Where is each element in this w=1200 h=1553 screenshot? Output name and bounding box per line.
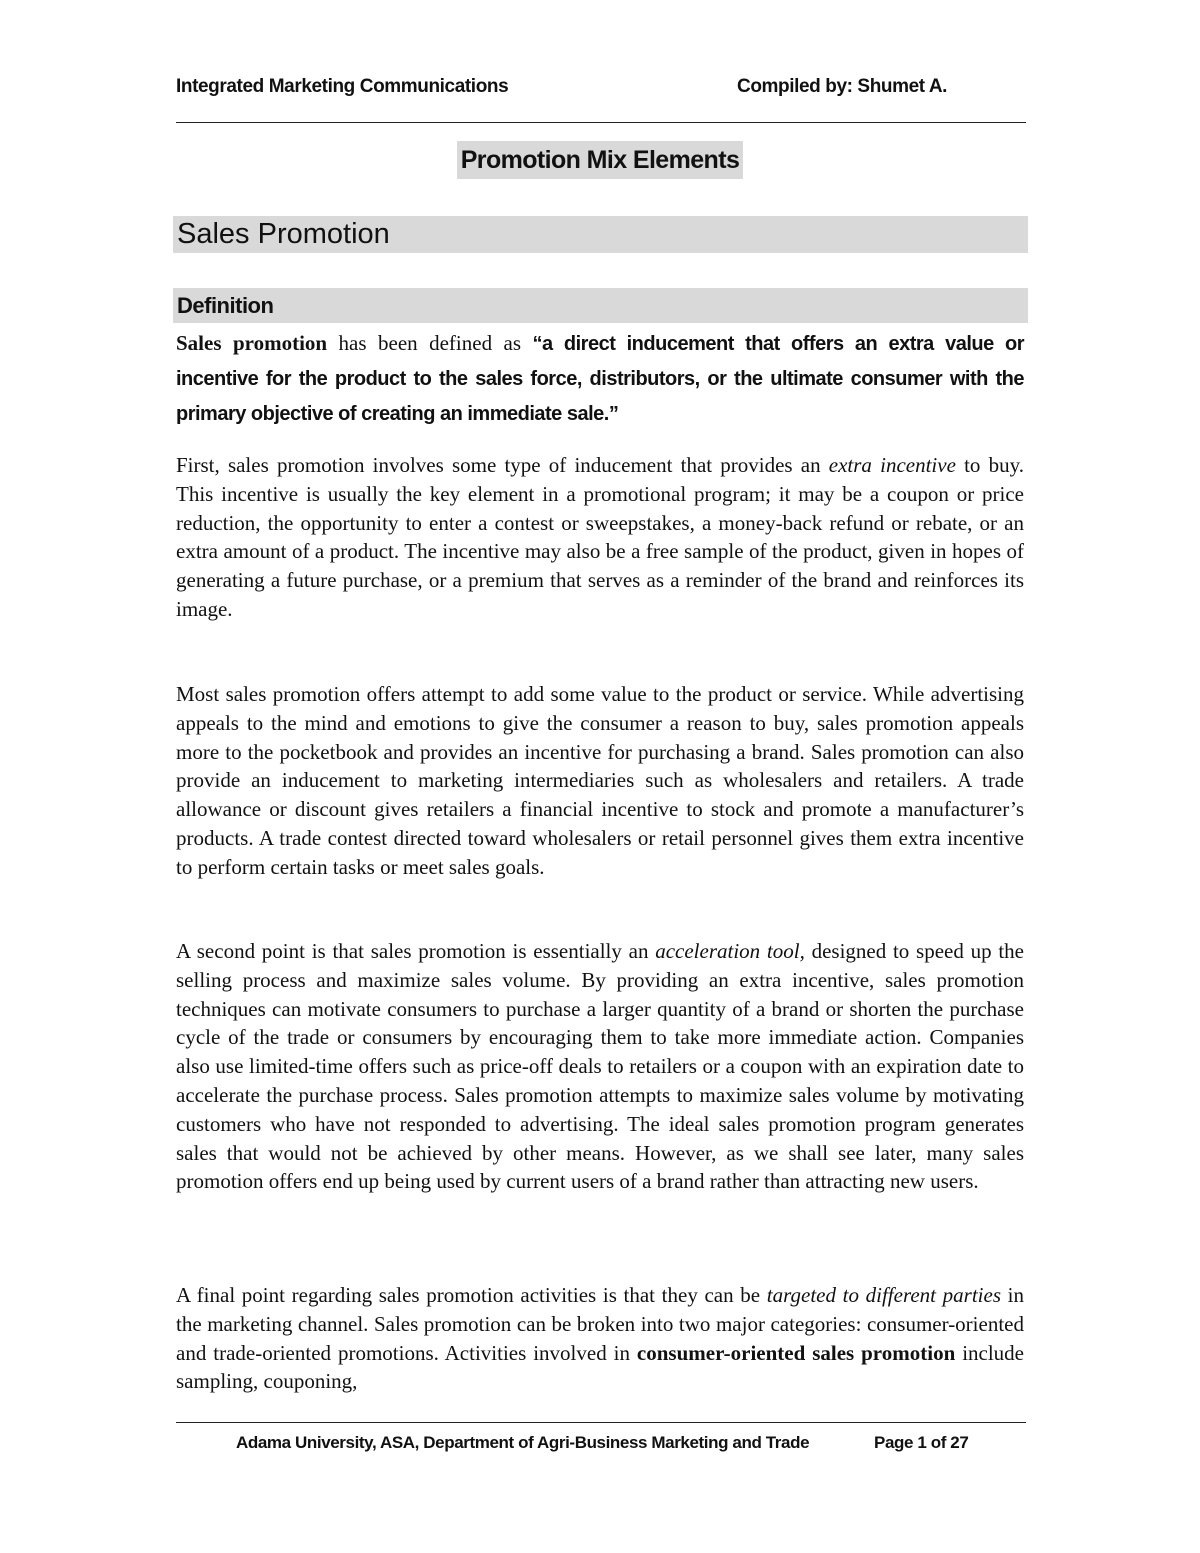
p4-emphasis: targeted to different parties — [766, 1283, 1001, 1307]
footer-rule — [176, 1422, 1026, 1423]
p2-text: Most sales promotion offers attempt to add some value to the product or service. While advertising appeals to the mind and emotions to give the consumer a reason to buy, sales promotion appeals more to the pocketbook and provides an incentive for purchasing a brand. Sales promotion can also provide an inducement to marketing intermediaries such as wholesalers and retailers. A trade allowance or discount gives retailers a financial incentive to stock and promote a manufacturer’s products. A trade contest directed toward wholesalers or retail personnel gives them extra incentive to perform certain tasks or meet sales goals. — [176, 682, 1024, 879]
p1-emphasis: extra incentive — [828, 453, 956, 477]
section-heading: Sales Promotion — [173, 216, 1028, 253]
p3-emphasis: acceleration tool, — [655, 939, 805, 963]
p3-text-a: A second point is that sales promotion is essentially an — [176, 939, 656, 963]
p4-text-b: in the marketing channel. Sales promotion can be broken into two major categories: consumer-oriented and trade-oriented promotions. Activities involved in — [176, 1283, 1024, 1365]
page-header — [176, 72, 1026, 102]
body-paragraph-2 — [176, 680, 1024, 882]
document-title: Promotion Mix Elements — [457, 141, 744, 179]
definition-lead: has been defined as — [327, 331, 533, 355]
body-paragraph-4 — [176, 1281, 1024, 1396]
body-paragraph-3 — [176, 937, 1024, 1196]
header-course-title: Integrated Marketing Communications — [176, 76, 509, 97]
definition-paragraph — [176, 326, 1024, 431]
footer-institution: Adama University, ASA, Department of Agri-Business Marketing and Trade — [236, 1433, 810, 1452]
p3-text-b: designed to speed up the selling process and maximize sales volume. By providing an extra incentive, sales promotion techniques can motivate consumers to purchase a larger quantity of a brand or shorten the purchase cycle of the trade or consumers by encouraging them to take more immediate action. Companies also use limited-time offers such as price-off deals to retailers or a coupon with an expiration date to accelerate the purchase process. Sales promotion attempts to maximize sales volume by motivating customers who have not responded to advertising. The ideal sales promotion program generates sales that would not be achieved by other means. However, as we shall see later, many sales promotion offers end up being used by current users of a brand rather than attracting new users. — [176, 939, 1024, 1194]
body-paragraph-1 — [176, 451, 1024, 624]
definition-quote: “a direct inducement that offers an extra value or incentive for the product to the sales force, distributors, or the ultimate consumer with the primary objective of creating an immediate sale.” — [176, 333, 1024, 425]
footer-page-number: Page 1 of 27 — [874, 1433, 969, 1452]
header-compiler: Compiled by: Shumet A. — [737, 76, 948, 97]
p4-strong: consumer-oriented sales promotion — [636, 1340, 956, 1365]
definition-term: Sales promotion — [176, 331, 328, 355]
p1-text-a: First, sales promotion involves some type of inducement that provides an — [176, 453, 829, 477]
p4-text-c: include sampling, couponing, — [176, 1340, 1025, 1394]
document-title-wrap — [0, 141, 1200, 179]
p4-text-a: A final point regarding sales promotion activities is that they can be — [176, 1283, 767, 1307]
header-rule — [176, 122, 1026, 123]
subsection-heading: Definition — [173, 288, 1028, 323]
p1-text-b: to buy. This incentive is usually the key element in a promotional program; it may be a coupon or price reduction, the opportunity to enter a contest or sweepstakes, a money-back refund or rebate, or an extra amount of a product. The incentive may also be a free sample of the product, given in hopes of generating a future purchase, or a premium that serves as a reminder of the brand and reinforces its image. — [176, 453, 1024, 621]
